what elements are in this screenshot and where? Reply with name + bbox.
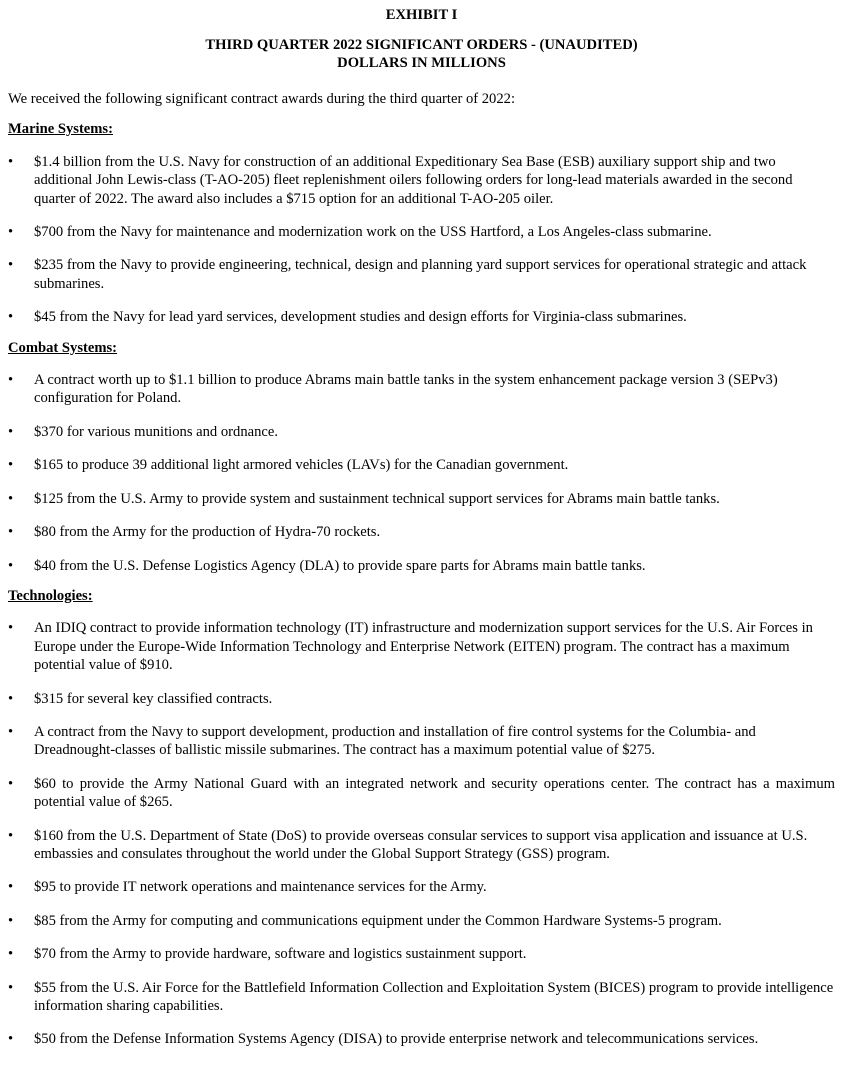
list-item [8, 775, 835, 812]
list-item [8, 423, 835, 441]
list-item [8, 490, 835, 508]
bullet-icon: • [8, 524, 14, 541]
bullet-icon: • [8, 879, 14, 896]
section-heading-technologies: Technologies: [8, 587, 93, 604]
bullet-icon: • [8, 1031, 14, 1048]
list-item-text: $315 for several key classified contracts. [34, 690, 273, 707]
list-item [8, 979, 835, 1016]
list-item-text: $60 to provide the Army National Guard with an integrated network and security operations center. The contract has a maximum potential value of $265. [34, 775, 835, 811]
list-item [8, 557, 835, 575]
list-item [8, 456, 835, 474]
list-item [8, 878, 835, 896]
bullet-icon: • [8, 912, 14, 929]
list-item [8, 723, 835, 760]
bullet-icon: • [8, 723, 14, 740]
list-item [8, 619, 835, 674]
bullet-icon: • [8, 690, 14, 707]
bullet-icon: • [8, 620, 14, 637]
list-item-text: A contract from the Navy to support development, production and installation of fire control systems for the Columbia- and Dreadnought-classes of ballistic missile submarines. The contract has a maximum potential value of $275. [34, 723, 756, 759]
list-item [8, 912, 835, 930]
bullet-icon: • [8, 979, 14, 996]
intro-paragraph: We received the following significant contract awards during the third quarter of 2022: [8, 91, 516, 107]
bullet-icon: • [8, 557, 14, 574]
report-title: THIRD QUARTER 2022 SIGNIFICANT ORDERS - (UNAUDITED) [205, 37, 638, 53]
bullet-icon: • [8, 827, 14, 844]
list-item-text: $700 from the Navy for maintenance and modernization work on the USS Hartford, a Los Angeles-class submarine. [34, 224, 712, 241]
bullet-icon: • [8, 775, 14, 792]
list-item [8, 371, 835, 408]
list-item-text: $165 to produce 39 additional light armored vehicles (LAVs) for the Canadian government. [34, 457, 569, 474]
bullet-icon: • [8, 224, 14, 241]
list-item-text: $80 from the Army for the production of Hydra-70 rockets. [34, 524, 381, 541]
list-item [8, 1030, 835, 1048]
list-item-text: $125 from the U.S. Army to provide system and sustainment technical support services for Abrams main battle tanks. [34, 490, 720, 507]
list-item-text: $235 from the Navy to provide engineering, technical, design and planning yard support services for operational strategic and attack submarines. [34, 257, 807, 292]
marine-systems-list [8, 153, 835, 327]
list-item [8, 523, 835, 541]
list-item [8, 690, 835, 708]
bullet-icon: • [8, 257, 14, 274]
section-heading-combat-systems: Combat Systems: [8, 339, 118, 356]
list-item-text: $50 from the Defense Information Systems Agency (DISA) to provide enterprise network and telecommunications services. [34, 1031, 759, 1048]
list-item-text: $160 from the U.S. Department of State (DoS) to provide overseas consular services to support visa application and issuance at U.S. embassies and consulates throughout the world under the Global Support Strategy (GSS) program. [34, 827, 808, 862]
bullet-icon: • [8, 946, 14, 963]
list-item-text: $55 from the U.S. Air Force for the Battlefield Information Collection and Exploitation System (BICES) program to provide intelligence information sharing capabilities. [34, 979, 834, 1014]
exhibit-label: EXHIBIT I [385, 7, 458, 23]
list-item [8, 256, 835, 293]
bullet-icon: • [8, 490, 14, 507]
bullet-icon: • [8, 309, 14, 326]
list-item-text: $70 from the Army to provide hardware, software and logistics sustainment support. [34, 946, 527, 963]
bullet-icon: • [8, 423, 14, 440]
list-item-text: An IDIQ contract to provide information technology (IT) infrastructure and modernization support services for the U.S. Air Forces in Europe under the Europe-Wide Information Technology and Enterprise Network (EITEN) program. The contract has a maximum potential value of $910. [34, 620, 813, 674]
section-heading-marine-systems: Marine Systems: [8, 121, 113, 138]
technologies-list [8, 619, 835, 1049]
bullet-icon: • [8, 457, 14, 474]
combat-systems-list [8, 371, 835, 575]
list-item [8, 223, 835, 241]
list-item-text: $40 from the U.S. Defense Logistics Agency (DLA) to provide spare parts for Abrams main battle tanks. [34, 557, 646, 574]
list-item [8, 308, 835, 326]
list-item-text: $370 for various munitions and ordnance. [34, 423, 278, 440]
list-item-text: $85 from the Army for computing and communications equipment under the Common Hardware Systems-5 program. [34, 912, 722, 929]
bullet-icon: • [8, 153, 14, 170]
list-item-text: $45 from the Navy for lead yard services, development studies and design efforts for Virginia-class submarines. [34, 309, 687, 326]
list-item-text: $1.4 billion from the U.S. Navy for construction of an additional Expeditionary Sea Base (ESB) auxiliary support ship and two additional John Lewis-class (T-AO-205) fleet replenishment oilers following orders for long-lead materials awarded in the second quarter of 2022. The award also includes a $715 option for an additional T-AO-205 oiler. [34, 153, 793, 207]
list-item [8, 945, 835, 963]
report-units: DOLLARS IN MILLIONS [337, 55, 506, 71]
list-item [8, 153, 835, 208]
list-item-text: A contract worth up to $1.1 billion to produce Abrams main battle tanks in the system enhancement package version 3 (SEPv3) configuration for Poland. [34, 372, 778, 407]
bullet-icon: • [8, 372, 14, 389]
list-item [8, 827, 835, 864]
list-item-text: $95 to provide IT network operations and maintenance services for the Army. [34, 879, 487, 896]
